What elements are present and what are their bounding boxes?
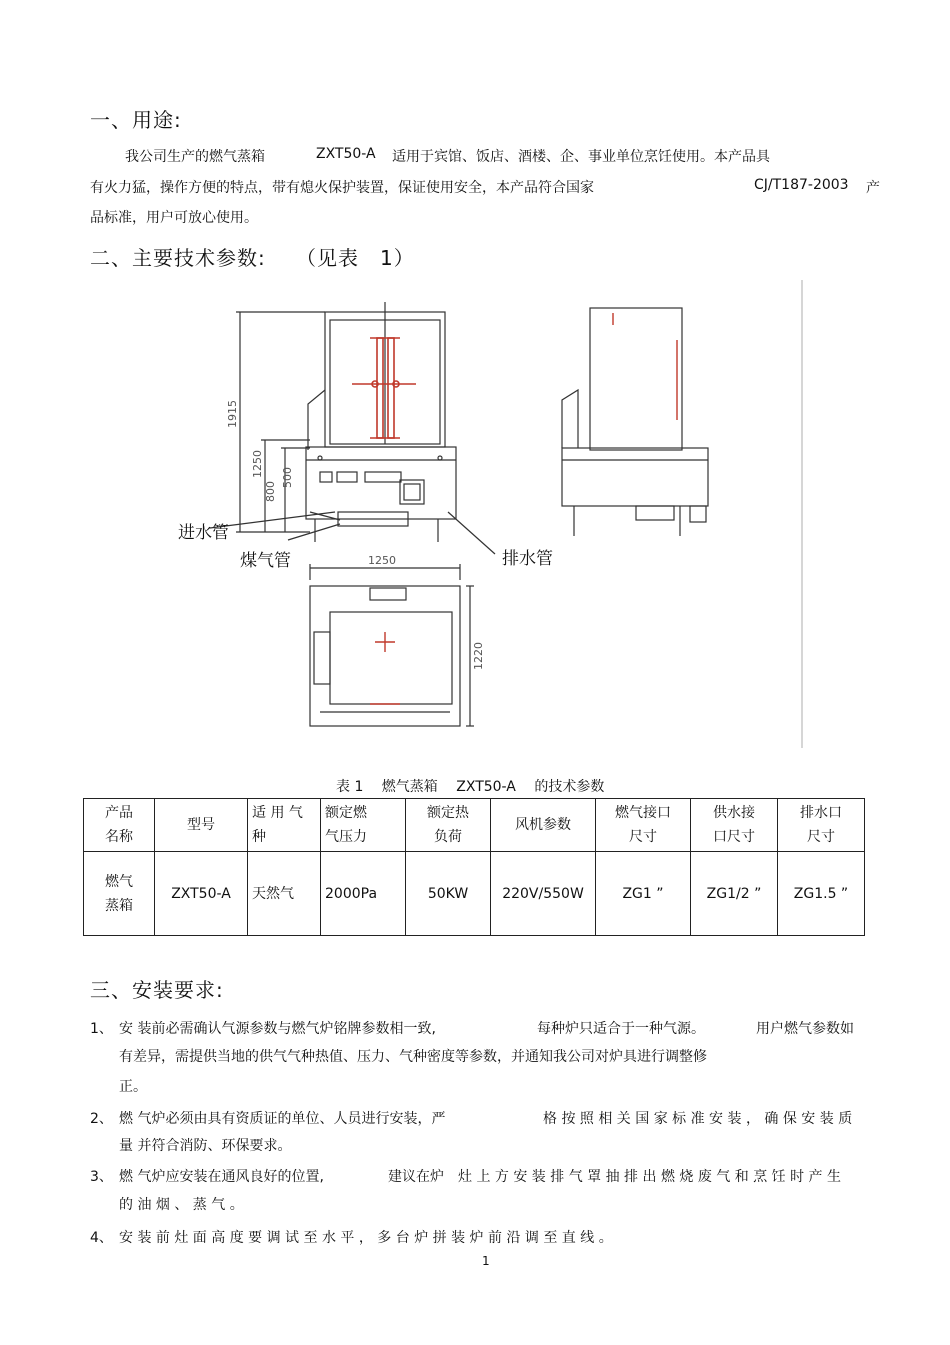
item1-number: 1、 bbox=[90, 1021, 113, 1037]
header-drain: 排水口 尺寸 bbox=[778, 799, 865, 852]
section3-heading: 三、安装要求: bbox=[90, 978, 224, 1002]
cell-water-inlet: ZG1/2 ” bbox=[691, 852, 778, 936]
item1-line1c: 用户燃气参数如 bbox=[756, 1021, 854, 1037]
section2-heading: 二、主要技术参数: bbox=[90, 246, 266, 270]
section1-line2a: 有火力猛，操作方便的特点，带有熄火保护装置，保证使用安全，本产品符合国家 bbox=[90, 180, 594, 196]
header-fan: 风机参数 bbox=[491, 799, 596, 852]
header-product-name: 产品 名称 bbox=[84, 799, 155, 852]
dim-800: 800 bbox=[264, 481, 277, 502]
header-gas-type: 适 用 气 种 bbox=[248, 799, 321, 852]
header-gas-port: 燃气接口 尺寸 bbox=[596, 799, 691, 852]
label-water-inlet: 进水管 bbox=[178, 523, 229, 543]
item1-line1a: 安 装前必需确认气源参数与燃气炉铭牌参数相一致, bbox=[119, 1021, 436, 1037]
item3-line1a: 燃 气炉应安装在通风良好的位置, bbox=[119, 1169, 324, 1185]
header-heat-load: 额定热 负荷 bbox=[406, 799, 491, 852]
header-water-inlet: 供水接 口尺寸 bbox=[691, 799, 778, 852]
table-caption: 表 1 燃气蒸箱 ZXT50-A 的技术参数 bbox=[336, 779, 605, 795]
header-model: 型号 bbox=[155, 799, 248, 852]
section1-heading: 一、用途: bbox=[90, 108, 182, 132]
item4-number: 4、 bbox=[90, 1230, 113, 1246]
cell-gas-pressure: 2000Pa bbox=[321, 852, 406, 936]
item3-line1b: 建议在炉 灶 上 方 安 装 排 气 罩 抽 排 出 燃 烧 废 气 和 烹 饪 时 产 生 bbox=[388, 1169, 842, 1185]
cell-gas-port: ZG1 ” bbox=[596, 852, 691, 936]
label-drain-pipe: 排水管 bbox=[502, 549, 553, 569]
section2-table-ref: （见表 1） bbox=[296, 246, 415, 270]
steamer-technical-drawing bbox=[170, 280, 810, 750]
section1-line2c: 产 bbox=[866, 180, 880, 196]
dim-500: 500 bbox=[281, 467, 294, 488]
cell-fan: 220V/550W bbox=[491, 852, 596, 936]
item2-line1b: 格 按 照 相 关 国 家 标 准 安 装 ， 确 保 安 装 质 bbox=[543, 1111, 853, 1127]
dim-1915: 1915 bbox=[226, 400, 239, 428]
header-gas-pressure: 额定燃 气压力 bbox=[321, 799, 406, 852]
section1-line3: 品标准，用户可放心使用。 bbox=[90, 210, 258, 226]
item4-line1a: 安 装 前 灶 面 高 度 要 调 试 至 水 平 ， 多 台 炉 拼 装 炉 前 沿 调 至 直 线 。 bbox=[119, 1230, 613, 1246]
item1-line1b: 每种炉只适合于一种气源。 bbox=[537, 1021, 705, 1037]
dim-1220: 1220 bbox=[472, 642, 485, 670]
cell-product-name: 燃气 蒸箱 bbox=[84, 852, 155, 936]
cell-model: ZXT50-A bbox=[155, 852, 248, 936]
cell-gas-type: 天然气 bbox=[248, 852, 321, 936]
section1-line1a: 我公司生产的燃气蒸箱 bbox=[125, 149, 265, 165]
label-gas-pipe: 煤气管 bbox=[240, 551, 291, 571]
item3-number: 3、 bbox=[90, 1169, 113, 1185]
section1-line1c: 适用于宾馆、饭店、酒楼、企、事业单位烹饪使用。本产品具 bbox=[392, 149, 770, 165]
page-number: 1 bbox=[482, 1254, 490, 1268]
item2-line1a: 燃 气炉必须由具有资质证的单位、人员进行安装，严 bbox=[119, 1111, 446, 1127]
item3-line2: 的 油 烟 、 蒸 气 。 bbox=[119, 1197, 244, 1213]
dim-1250-width: 1250 bbox=[368, 554, 396, 567]
item2-number: 2、 bbox=[90, 1111, 113, 1127]
cell-heat-load: 50KW bbox=[406, 852, 491, 936]
section1-model: ZXT50-A bbox=[316, 146, 376, 162]
item1-line3: 正。 bbox=[119, 1079, 147, 1095]
section1-standard: CJ/T187-2003 bbox=[754, 177, 849, 193]
table-row bbox=[84, 852, 865, 936]
item1-line2: 有差异，需提供当地的供气气种热值、压力、气种密度等参数，并通知我公司对炉具进行调整修 bbox=[119, 1049, 707, 1065]
technical-parameters-table bbox=[83, 798, 865, 936]
dim-1250: 1250 bbox=[251, 450, 264, 478]
cell-drain: ZG1.5 ” bbox=[778, 852, 865, 936]
table-header-row bbox=[84, 799, 865, 852]
item2-line2: 量 并符合消防、环保要求。 bbox=[119, 1138, 292, 1154]
